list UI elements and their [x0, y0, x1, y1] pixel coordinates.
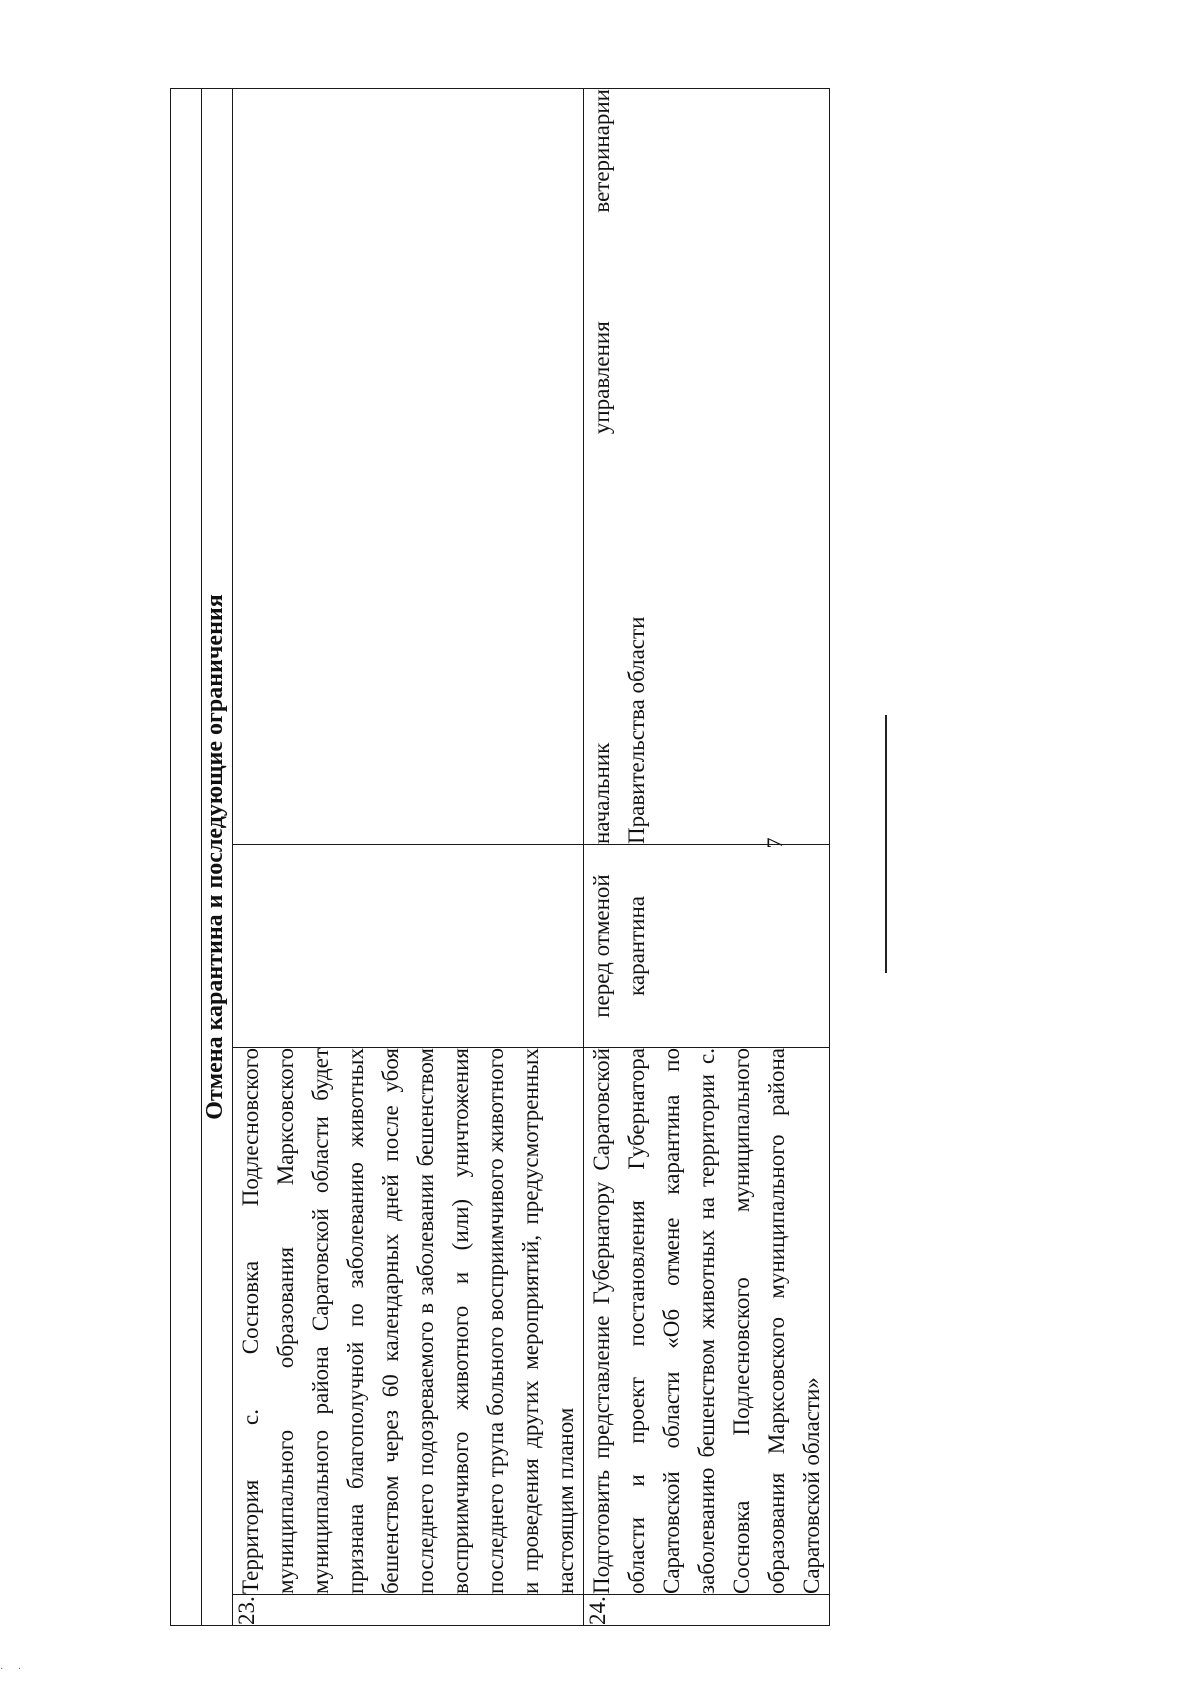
section-title: Отмена карантина и последующие ограничения	[202, 89, 233, 1626]
closing-rule-line	[885, 715, 887, 973]
row-deadline: перед отменой карантина	[584, 845, 830, 1048]
row-action: Территория с. Сосновка Подлесновского муниципального образования Марксовского муниципального района Саратовской области будет признана благополучной по заболеванию животных бешенством через 60 календарных дней после убоя последнего подозреваемого в заболевании бешенством восприимчивого животного и (или) уничтожения последнего трупа больного восприимчивого животного и проведения других мероприятий, предусмотренных настоящим планом	[233, 1048, 584, 1595]
section-header-row	[202, 89, 233, 1626]
table-row	[584, 89, 830, 1626]
responsible-word: ветеринарии	[589, 89, 614, 213]
table-top-empty-row	[171, 89, 202, 1626]
rotated-table-container	[170, 89, 824, 1626]
page-number: 7	[762, 837, 787, 849]
row-deadline	[233, 845, 584, 1048]
measures-table	[170, 88, 830, 1626]
table-row	[233, 89, 584, 1626]
row-responsible	[233, 89, 584, 845]
row-action: Подготовить представление Губернатору Саратовской области и проект постановления Губернатора Саратовской области «Об отмене карантина по заболеванию бешенством животных на территории с. Сосновка Подлесновского муниципального образования Марксовского муниципального района Саратовской области»	[584, 1048, 830, 1595]
responsible-word: начальник	[589, 742, 614, 844]
responsible-line-2: Правительства области	[624, 616, 649, 844]
row-responsible	[584, 89, 830, 845]
row-number: 24.	[584, 1595, 830, 1626]
top-empty-cell	[171, 89, 202, 1626]
row-number: 23.	[233, 1595, 584, 1626]
scan-edge-marks: · ·	[0, 1664, 28, 1675]
responsible-word: управления	[589, 321, 614, 435]
responsible-line-1	[584, 89, 619, 844]
